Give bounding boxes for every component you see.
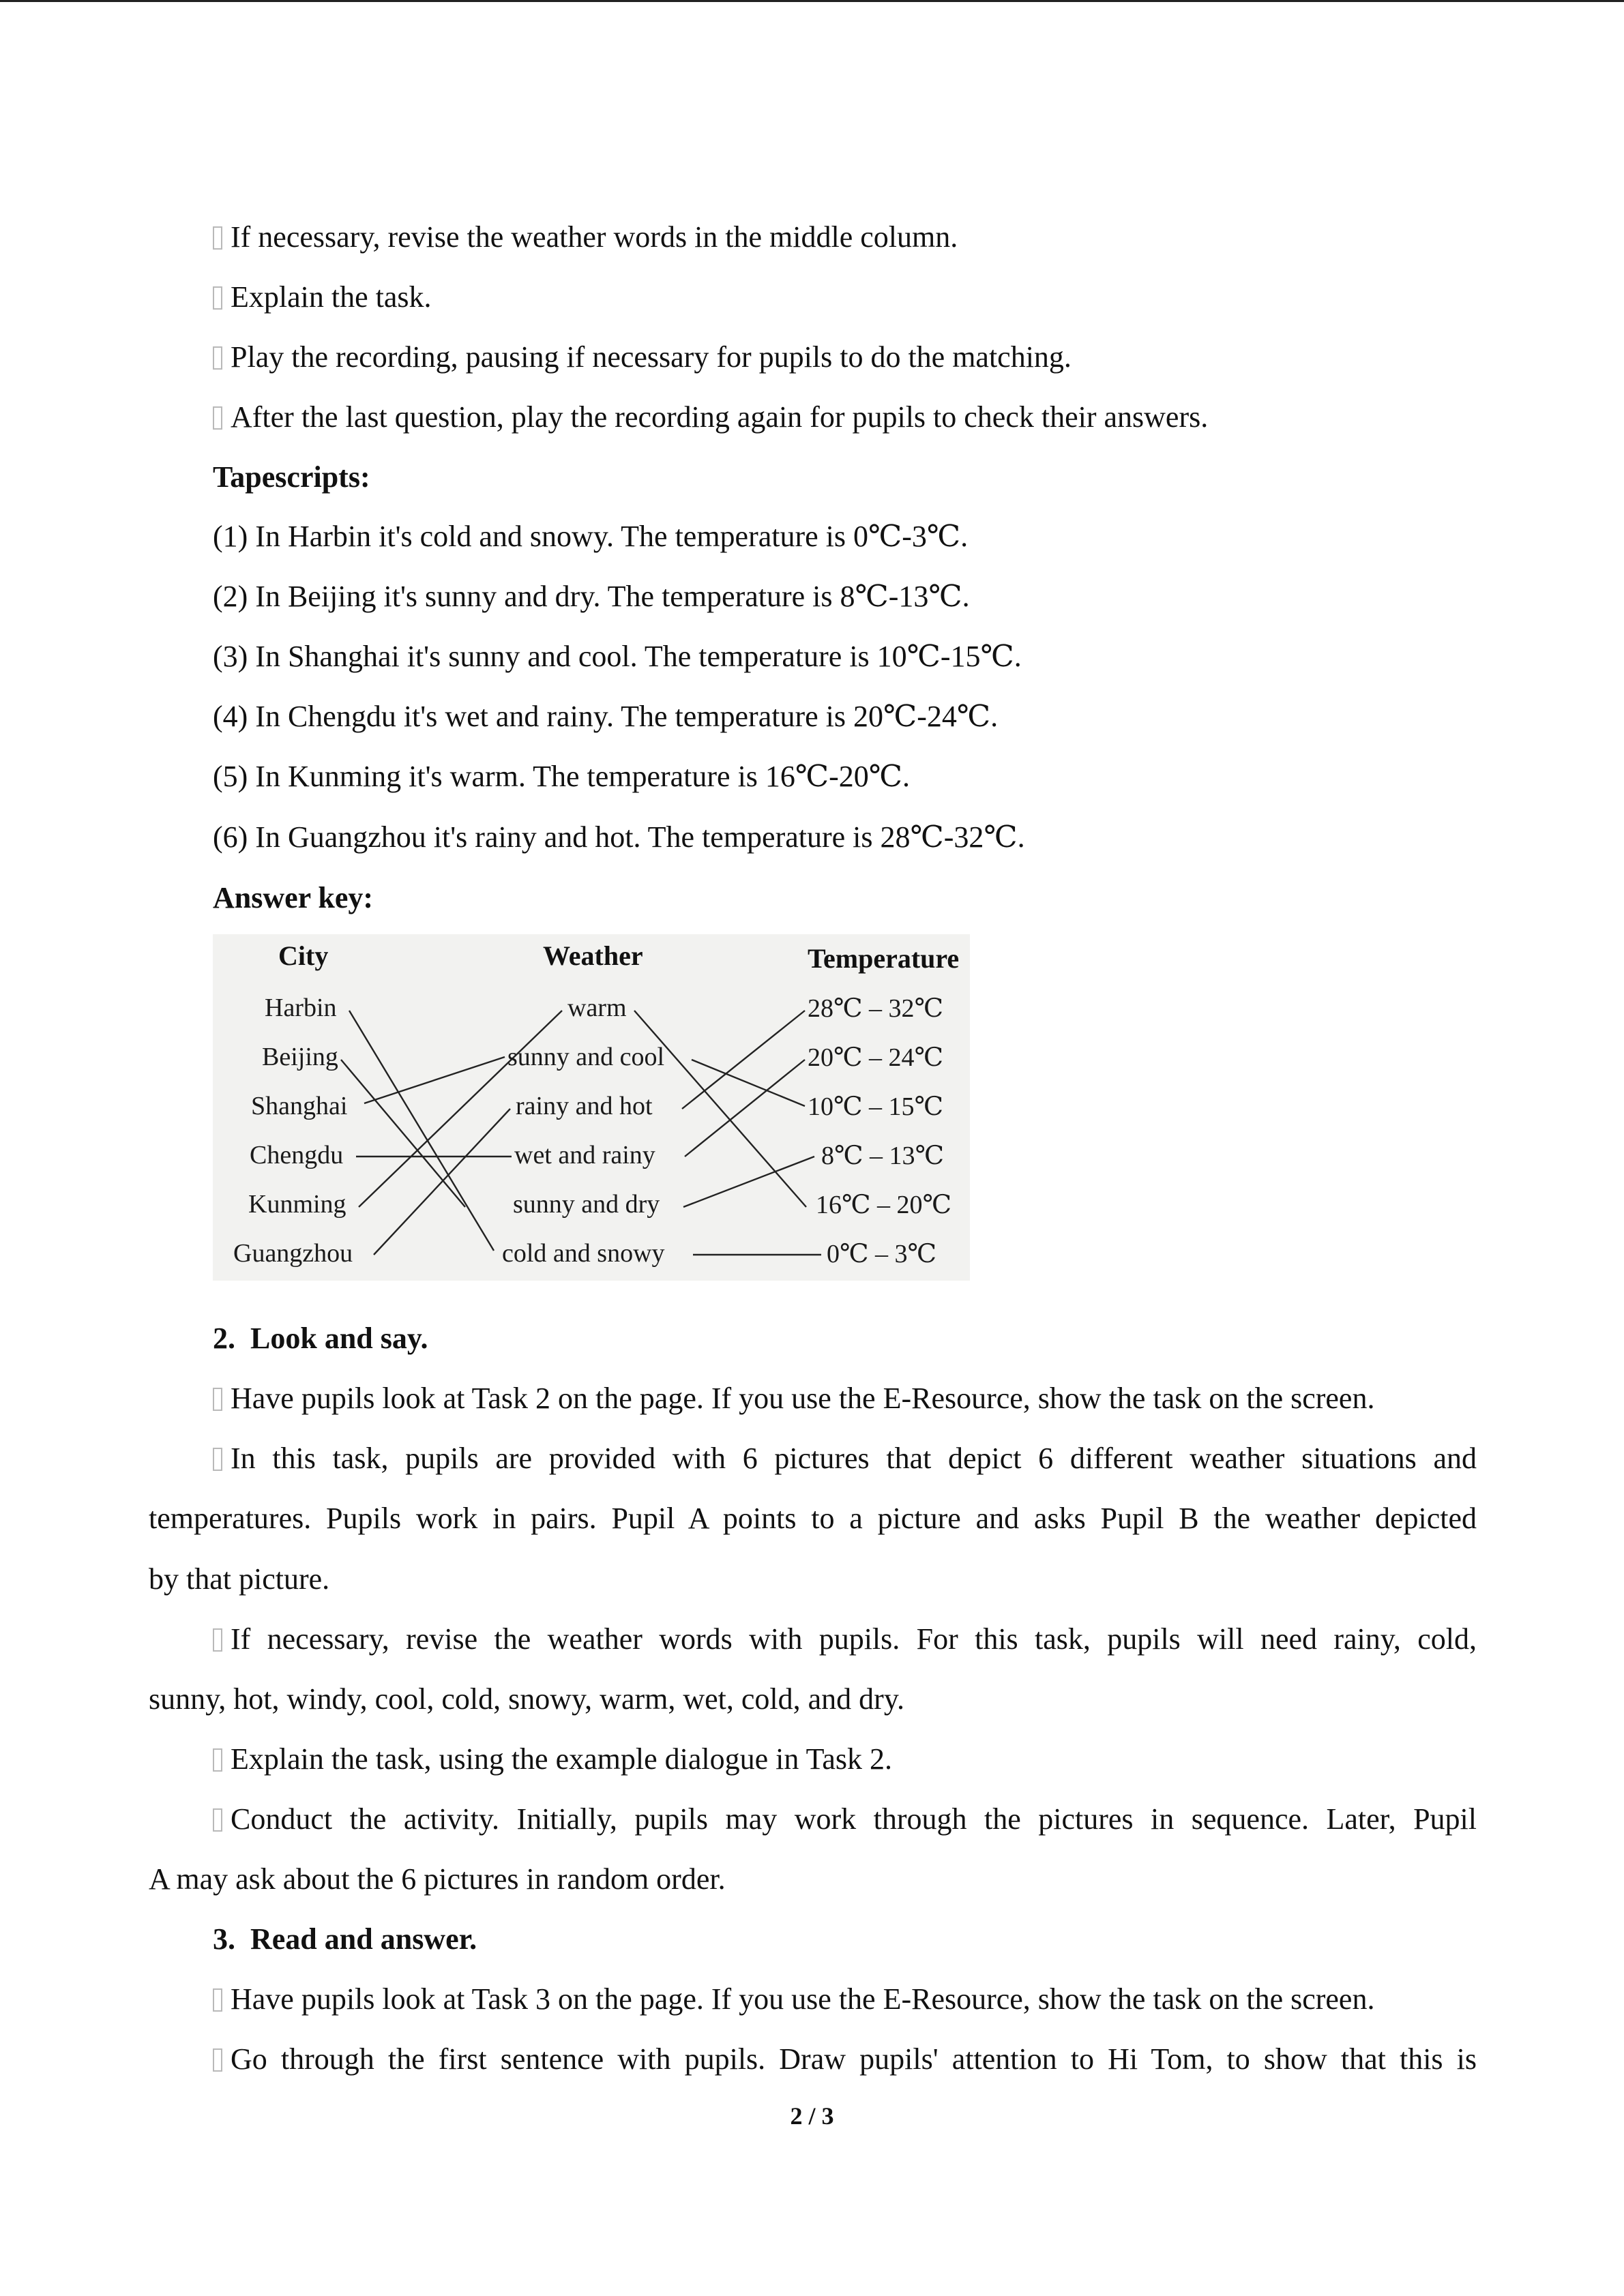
temperature-label: 8℃ – 13℃ — [821, 1142, 945, 1170]
weather-label: warm — [567, 994, 627, 1022]
tapescript-line: (2) In Beijing it's sunny and dry. The temperature is 8℃-13℃. — [213, 580, 970, 613]
bullet-icon — [213, 346, 222, 370]
weather-label: sunny and dry — [513, 1190, 660, 1219]
task2-paragraph: Explain the task, using the example dialogue in Task 2. — [213, 1740, 892, 1778]
task2-paragraph-line: In this task, pupils are provided with 6 pictures that depict 6 different weather situations and — [149, 1440, 1477, 1478]
tapescript-line: (1) In Harbin it's cold and snowy. The temperature is 0℃-3℃. — [213, 520, 969, 553]
bullet-icon — [213, 2048, 222, 2072]
tapescripts-heading: Tapescripts: — [213, 460, 370, 494]
bullet-icon — [213, 1748, 222, 1772]
task3-paragraph: Have pupils look at Task 3 on the page. If you use the E-Resource, show the task on the screen. — [213, 1980, 1374, 2018]
task2-paragraph-line: by that picture. — [149, 1562, 330, 1596]
answer-key-heading: Answer key: — [213, 881, 374, 914]
task3-paragraph-line: Go through the first sentence with pupils. Draw pupils' attention to Hi Tom, to show that this is — [213, 2040, 1477, 2078]
bullet-item: Play the recording, pausing if necessary for pupils to do the matching. — [213, 338, 1072, 376]
match-line-beijing — [341, 1060, 465, 1207]
match-line-sunny-dry — [683, 1157, 814, 1207]
bullet-icon — [213, 286, 222, 310]
task2-heading: 2. Look and say. — [213, 1322, 428, 1355]
temperature-label: 10℃ – 15℃ — [808, 1092, 944, 1121]
temperature-label: 20℃ – 24℃ — [808, 1043, 944, 1072]
bullet-icon — [213, 1628, 222, 1652]
bullet-icon — [213, 406, 222, 430]
match-line-warm — [634, 1011, 806, 1207]
answer-key-matching-figure — [213, 934, 970, 1281]
city-label: Beijing — [262, 1043, 338, 1071]
bullet-icon — [213, 1448, 222, 1471]
weather-column-header: Weather — [543, 940, 643, 971]
match-line-harbin — [349, 1011, 494, 1251]
match-line-wet-rainy — [685, 1060, 805, 1157]
temperature-column-header: Temperature — [808, 943, 960, 974]
task2-paragraph-line: If necessary, revise the weather words with pupils. For this task, pupils will need rainy, cold, — [149, 1620, 1477, 1658]
tapescript-line: (6) In Guangzhou it's rainy and hot. The temperature is 28℃-32℃. — [213, 820, 1025, 854]
page-number: 2 / 3 — [790, 2102, 834, 2130]
bullet-icon — [213, 1808, 222, 1832]
bullet-icon — [213, 1388, 222, 1411]
task2-paragraph-line: A may ask about the 6 pictures in random order. — [149, 1862, 726, 1896]
bullet-item: If necessary, revise the weather words in the middle column. — [213, 218, 958, 256]
city-label: Chengdu — [250, 1141, 344, 1169]
task2-paragraph-line: sunny, hot, windy, cool, cold, snowy, warm, wet, cold, and dry. — [149, 1682, 904, 1716]
weather-label: sunny and cool — [507, 1043, 665, 1071]
temperature-label: 0℃ – 3℃ — [827, 1240, 937, 1268]
city-label: Kunming — [248, 1190, 346, 1219]
task3-heading: 3. Read and answer. — [213, 1922, 477, 1956]
weather-label: wet and rainy — [514, 1141, 655, 1169]
bullet-item: After the last question, play the recording again for pupils to check their answers. — [213, 398, 1208, 436]
city-label: Shanghai — [251, 1092, 348, 1120]
task2-paragraph-line: Conduct the activity. Initially, pupils may work through the pictures in sequence. Later, Pupil — [149, 1800, 1477, 1838]
temperature-label: 28℃ – 32℃ — [808, 994, 944, 1023]
bullet-icon — [213, 226, 222, 250]
match-line-sunny-cool — [692, 1060, 805, 1106]
match-line-rainy-hot — [682, 1011, 805, 1109]
bullet-item: Explain the task. — [213, 278, 432, 316]
task2-paragraph: Have pupils look at Task 2 on the page. If you use the E-Resource, show the task on the screen. — [213, 1380, 1374, 1418]
bullet-icon — [213, 1988, 222, 2012]
temperature-label: 16℃ – 20℃ — [816, 1191, 952, 1219]
tapescript-line: (3) In Shanghai it's sunny and cool. The temperature is 10℃-15℃. — [213, 640, 1022, 673]
match-line-guangzhou — [374, 1109, 510, 1255]
city-column-header: City — [278, 940, 329, 971]
tapescript-line: (5) In Kunming it's warm. The temperature is 16℃-20℃. — [213, 760, 911, 793]
tapescript-line: (4) In Chengdu it's wet and rainy. The temperature is 20℃-24℃. — [213, 700, 999, 733]
city-label: Harbin — [265, 994, 337, 1022]
weather-label: cold and snowy — [502, 1239, 665, 1268]
top-border — [0, 0, 1624, 2]
weather-label: rainy and hot — [516, 1092, 653, 1120]
match-line-shanghai — [364, 1057, 505, 1103]
task2-paragraph-line: temperatures. Pupils work in pairs. Pupil A points to a picture and asks Pupil B the weather depicted — [149, 1502, 1477, 1535]
city-label: Guangzhou — [233, 1239, 353, 1268]
